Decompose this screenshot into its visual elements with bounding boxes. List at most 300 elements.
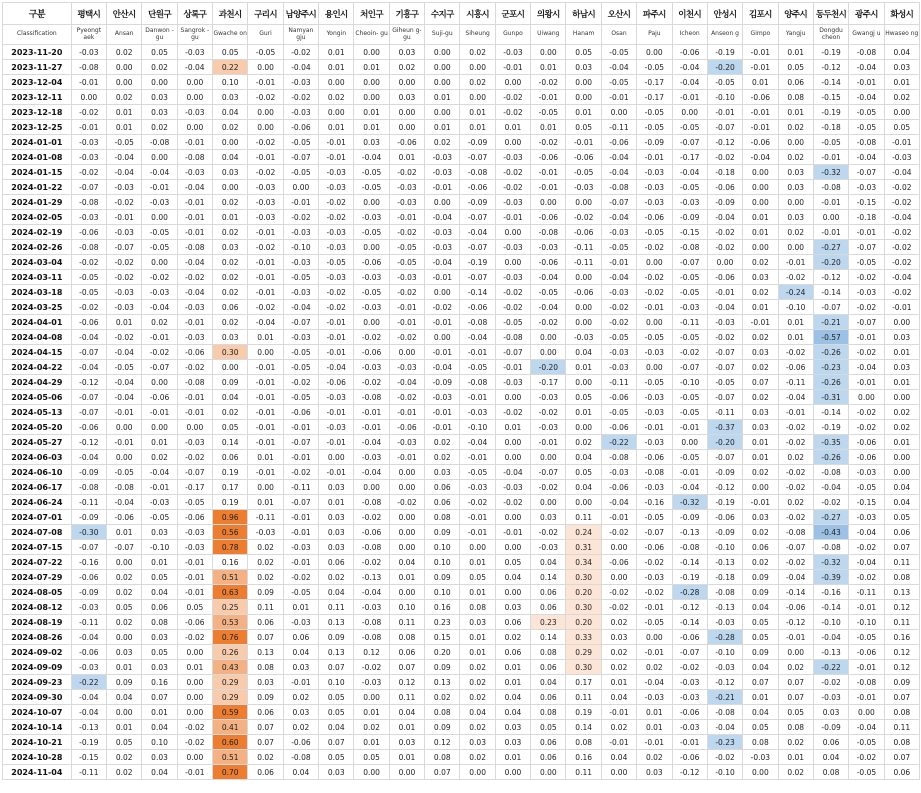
price-change-cell: -0.03: [107, 225, 142, 240]
price-change-cell: 0.02: [213, 120, 248, 135]
price-change-table-container: [2, 2, 920, 780]
price-change-cell: 0.14: [531, 570, 566, 585]
price-change-cell: 0.05: [213, 45, 248, 60]
price-change-cell: -0.03: [425, 165, 460, 180]
price-change-cell: -0.02: [495, 405, 530, 420]
price-change-cell: 0.16: [142, 675, 177, 690]
price-change-cell: 0.00: [213, 135, 248, 150]
price-change-cell: 0.00: [389, 480, 424, 495]
price-change-cell: -0.04: [849, 720, 884, 735]
price-change-cell: -0.05: [707, 75, 742, 90]
price-change-cell: -0.02: [283, 465, 318, 480]
price-change-cell: 0.00: [107, 705, 142, 720]
price-change-cell: -0.03: [71, 135, 106, 150]
price-change-cell: -0.03: [601, 345, 636, 360]
price-change-cell: -0.01: [177, 315, 212, 330]
table-row: [3, 240, 920, 255]
price-change-cell: -0.05: [601, 75, 636, 90]
row-date: 2024-04-08: [3, 330, 72, 345]
price-change-cell: -0.02: [601, 600, 636, 615]
price-change-cell: -0.01: [637, 150, 672, 165]
price-change-cell: -0.03: [637, 195, 672, 210]
row-date: 2024-08-12: [3, 600, 72, 615]
price-change-cell: -0.10: [283, 240, 318, 255]
price-change-cell: -0.17: [177, 480, 212, 495]
price-change-cell: -0.08: [672, 240, 707, 255]
price-change-cell: -0.06: [849, 435, 884, 450]
price-change-cell: 0.00: [743, 165, 778, 180]
price-change-cell: -0.01: [177, 390, 212, 405]
price-change-cell: -0.01: [142, 480, 177, 495]
price-change-cell: -0.01: [248, 285, 283, 300]
price-change-cell: 0.01: [107, 315, 142, 330]
price-change-cell: -0.08: [637, 465, 672, 480]
price-change-cell: -0.11: [707, 405, 742, 420]
price-change-cell: 0.17: [566, 675, 601, 690]
price-change-cell: -0.05: [283, 390, 318, 405]
price-change-cell: 0.00: [177, 705, 212, 720]
row-date: 2023-12-11: [3, 90, 72, 105]
price-change-cell: 0.29: [213, 690, 248, 705]
price-change-cell: -0.03: [71, 600, 106, 615]
price-change-cell: -0.03: [319, 165, 354, 180]
row-date: 2024-04-15: [3, 345, 72, 360]
price-change-cell: -0.01: [813, 225, 848, 240]
price-change-cell: 0.08: [531, 645, 566, 660]
price-change-cell: -0.14: [460, 285, 495, 300]
price-change-cell: 0.01: [177, 660, 212, 675]
price-change-cell: 0.01: [319, 120, 354, 135]
price-change-cell: 0.00: [354, 90, 389, 105]
price-change-cell: -0.08: [813, 180, 848, 195]
price-change-cell: 0.00: [566, 495, 601, 510]
price-change-cell: 0.00: [531, 345, 566, 360]
price-change-cell: 0.04: [389, 555, 424, 570]
price-change-cell: -0.01: [849, 375, 884, 390]
price-change-cell: -0.05: [707, 375, 742, 390]
price-change-cell: -0.06: [637, 450, 672, 465]
price-change-cell: 0.04: [142, 765, 177, 780]
price-change-cell: 0.00: [389, 765, 424, 780]
price-change-cell: 0.00: [389, 75, 424, 90]
price-change-cell: -0.04: [813, 480, 848, 495]
price-change-cell: -0.01: [743, 45, 778, 60]
price-change-cell: -0.01: [849, 75, 884, 90]
price-change-cell: -0.03: [389, 270, 424, 285]
region-header-korean: 의왕시: [531, 3, 566, 25]
row-date: 2024-03-25: [3, 300, 72, 315]
price-change-cell: 0.05: [884, 120, 919, 135]
price-change-cell: -0.03: [495, 195, 530, 210]
price-change-cell: 0.06: [425, 480, 460, 495]
price-change-cell: -0.02: [884, 225, 919, 240]
price-change-cell: -0.02: [495, 105, 530, 120]
price-change-cell: -0.06: [177, 615, 212, 630]
price-change-cell: -0.10: [813, 615, 848, 630]
price-change-cell: -0.08: [177, 240, 212, 255]
price-change-cell: 0.01: [743, 435, 778, 450]
price-change-cell: -0.06: [389, 135, 424, 150]
price-change-cell: -0.02: [248, 135, 283, 150]
price-change-cell: -0.04: [354, 435, 389, 450]
price-change-cell: 0.24: [566, 525, 601, 540]
price-change-cell: 0.00: [107, 630, 142, 645]
price-change-cell: -0.09: [672, 210, 707, 225]
price-change-cell: -0.01: [71, 75, 106, 90]
price-change-cell: 0.03: [495, 600, 530, 615]
table-row: [3, 495, 920, 510]
price-change-cell: 0.00: [389, 465, 424, 480]
price-change-cell: -0.13: [813, 645, 848, 660]
price-change-cell: -0.01: [319, 135, 354, 150]
price-change-cell: -0.24: [778, 285, 813, 300]
row-date: 2024-09-23: [3, 675, 72, 690]
price-change-cell: 0.00: [531, 495, 566, 510]
price-change-cell: -0.06: [389, 420, 424, 435]
price-change-cell: -0.07: [283, 150, 318, 165]
price-change-cell: -0.02: [601, 300, 636, 315]
row-date: 2024-02-05: [3, 210, 72, 225]
price-change-cell: -0.04: [601, 150, 636, 165]
table-row: [3, 165, 920, 180]
price-change-cell: -0.07: [707, 450, 742, 465]
row-date: 2024-03-11: [3, 270, 72, 285]
price-change-cell: -0.01: [849, 330, 884, 345]
price-change-cell: -0.01: [849, 600, 884, 615]
price-change-cell: 0.03: [778, 180, 813, 195]
price-change-cell: -0.02: [531, 480, 566, 495]
price-change-cell: -0.02: [177, 735, 212, 750]
price-change-cell: -0.03: [849, 465, 884, 480]
price-change-cell: -0.05: [849, 105, 884, 120]
price-change-cell: -0.03: [637, 435, 672, 450]
price-change-cell: -0.03: [672, 675, 707, 690]
price-change-cell: -0.01: [601, 90, 636, 105]
price-change-cell: -0.05: [601, 405, 636, 420]
price-change-cell: -0.03: [389, 180, 424, 195]
price-change-cell: -0.02: [71, 300, 106, 315]
row-date: 2024-05-06: [3, 390, 72, 405]
price-change-cell: -0.01: [248, 435, 283, 450]
price-change-cell: -0.01: [849, 660, 884, 675]
price-change-cell: -0.05: [601, 45, 636, 60]
price-change-cell: 0.01: [460, 645, 495, 660]
price-change-cell: 0.00: [601, 765, 636, 780]
price-change-cell: 0.02: [778, 495, 813, 510]
price-change-cell: -0.02: [778, 435, 813, 450]
price-change-cell: -0.19: [813, 105, 848, 120]
price-change-cell: -0.02: [531, 75, 566, 90]
price-change-cell: -0.01: [460, 345, 495, 360]
price-change-cell: -0.23: [813, 360, 848, 375]
price-change-cell: 0.03: [566, 60, 601, 75]
price-change-cell: -0.02: [531, 315, 566, 330]
price-change-cell: -0.19: [813, 45, 848, 60]
region-header-korean: 안산시: [107, 3, 142, 25]
price-change-cell: -0.01: [354, 420, 389, 435]
price-change-cell: -0.02: [601, 585, 636, 600]
price-change-cell: -0.02: [177, 630, 212, 645]
price-change-cell: 0.02: [460, 675, 495, 690]
row-date: 2024-10-28: [3, 750, 72, 765]
price-change-cell: 0.04: [531, 675, 566, 690]
table-row: [3, 255, 920, 270]
table-row: [3, 300, 920, 315]
price-change-cell: 0.02: [319, 90, 354, 105]
price-change-cell: 0.03: [884, 360, 919, 375]
price-change-cell: 0.11: [566, 510, 601, 525]
price-change-cell: 0.00: [495, 765, 530, 780]
region-header-korean: 과천시: [213, 3, 248, 25]
price-change-cell: -0.05: [566, 165, 601, 180]
price-change-cell: -0.01: [177, 210, 212, 225]
price-change-cell: -0.01: [177, 195, 212, 210]
price-change-cell: -0.07: [71, 540, 106, 555]
price-change-cell: -0.02: [849, 300, 884, 315]
price-change-cell: 0.02: [354, 720, 389, 735]
price-change-cell: 0.08: [389, 630, 424, 645]
price-change-cell: -0.01: [743, 315, 778, 330]
price-change-cell: 0.01: [601, 675, 636, 690]
price-change-cell: -0.03: [637, 180, 672, 195]
price-change-cell: 0.09: [425, 525, 460, 540]
price-change-cell: -0.19: [672, 570, 707, 585]
price-change-cell: 0.01: [142, 555, 177, 570]
price-change-cell: 0.08: [460, 600, 495, 615]
price-change-cell: 0.02: [778, 225, 813, 240]
price-change-cell: -0.02: [389, 495, 424, 510]
price-change-cell: -0.15: [813, 90, 848, 105]
price-change-cell: 0.00: [566, 300, 601, 315]
price-change-cell: -0.04: [601, 210, 636, 225]
price-change-cell: 0.01: [354, 120, 389, 135]
price-change-cell: -0.02: [778, 480, 813, 495]
price-change-cell: 0.05: [743, 615, 778, 630]
price-change-cell: -0.04: [601, 165, 636, 180]
price-change-cell: -0.08: [849, 135, 884, 150]
table-row: [3, 285, 920, 300]
price-change-cell: -0.08: [354, 540, 389, 555]
price-change-cell: -0.02: [177, 450, 212, 465]
price-change-cell: 0.02: [248, 570, 283, 585]
price-change-cell: 0.00: [778, 135, 813, 150]
price-change-cell: -0.04: [884, 210, 919, 225]
price-change-cell: -0.03: [177, 45, 212, 60]
price-change-cell: 0.00: [495, 540, 530, 555]
price-change-cell: -0.11: [71, 615, 106, 630]
price-change-cell: -0.03: [177, 165, 212, 180]
row-date: 2024-07-08: [3, 525, 72, 540]
price-change-cell: -0.15: [71, 750, 106, 765]
region-header-korean: 군포시: [495, 3, 530, 25]
price-change-cell: -0.02: [248, 300, 283, 315]
price-change-cell: -0.07: [177, 465, 212, 480]
price-change-cell: -0.08: [71, 480, 106, 495]
price-change-cell: -0.03: [177, 525, 212, 540]
price-change-cell: 0.00: [460, 540, 495, 555]
table-row: [3, 90, 920, 105]
price-change-cell: 0.56: [213, 525, 248, 540]
price-change-cell: -0.09: [460, 135, 495, 150]
price-change-cell: 0.09: [425, 720, 460, 735]
region-header-english: Uiwang: [531, 25, 566, 45]
price-change-cell: -0.02: [637, 270, 672, 285]
price-change-cell: 0.11: [389, 690, 424, 705]
price-change-cell: 0.00: [389, 525, 424, 540]
price-change-cell: -0.03: [142, 285, 177, 300]
price-change-cell: 0.05: [354, 750, 389, 765]
price-change-cell: -0.04: [601, 270, 636, 285]
price-change-cell: -0.02: [566, 210, 601, 225]
price-change-cell: -0.05: [849, 120, 884, 135]
price-change-cell: -0.23: [707, 735, 742, 750]
row-date: 2024-09-09: [3, 660, 72, 675]
price-change-cell: -0.02: [389, 225, 424, 240]
price-change-cell: -0.01: [566, 135, 601, 150]
price-change-cell: -0.03: [283, 540, 318, 555]
price-change-cell: 0.01: [248, 330, 283, 345]
price-change-cell: -0.02: [849, 750, 884, 765]
price-change-cell: 0.05: [460, 570, 495, 585]
price-change-cell: 0.00: [425, 60, 460, 75]
price-change-cell: -0.04: [849, 525, 884, 540]
price-change-cell: 0.07: [778, 690, 813, 705]
price-change-cell: 0.51: [213, 570, 248, 585]
price-change-cell: -0.01: [743, 60, 778, 75]
price-change-cell: 0.53: [213, 615, 248, 630]
price-change-cell: -0.05: [107, 465, 142, 480]
table-row: [3, 210, 920, 225]
price-change-cell: -0.05: [283, 270, 318, 285]
price-change-cell: 0.10: [142, 735, 177, 750]
price-change-cell: -0.06: [743, 135, 778, 150]
price-change-cell: 0.04: [743, 705, 778, 720]
price-change-cell: -0.04: [71, 705, 106, 720]
price-change-cell: -0.02: [177, 720, 212, 735]
price-change-cell: -0.03: [849, 180, 884, 195]
row-date: 2024-10-21: [3, 735, 72, 750]
price-change-cell: -0.05: [354, 165, 389, 180]
price-change-cell: 0.02: [213, 270, 248, 285]
price-change-cell: -0.02: [354, 510, 389, 525]
price-change-cell: -0.04: [707, 300, 742, 315]
price-change-cell: -0.05: [531, 285, 566, 300]
price-change-cell: 0.03: [213, 240, 248, 255]
price-change-cell: 0.03: [319, 765, 354, 780]
price-change-cell: -0.01: [177, 570, 212, 585]
region-header-korean: 시흥시: [460, 3, 495, 25]
price-change-cell: 0.01: [283, 600, 318, 615]
price-change-cell: 0.04: [283, 765, 318, 780]
price-change-cell: -0.02: [637, 555, 672, 570]
price-change-cell: -0.03: [177, 540, 212, 555]
table-row: [3, 120, 920, 135]
price-change-cell: -0.05: [849, 630, 884, 645]
price-change-cell: 0.00: [425, 330, 460, 345]
price-change-cell: -0.08: [354, 390, 389, 405]
price-change-cell: -0.04: [849, 150, 884, 165]
price-change-cell: 0.04: [743, 660, 778, 675]
price-change-cell: 0.02: [743, 330, 778, 345]
region-header-english: Cheoin- gu: [354, 25, 389, 45]
price-change-cell: 0.00: [389, 585, 424, 600]
price-change-cell: 0.06: [389, 645, 424, 660]
row-date: 2024-07-29: [3, 570, 72, 585]
price-change-cell: -0.02: [71, 165, 106, 180]
price-change-cell: -0.03: [248, 180, 283, 195]
region-header-korean: 구리시: [248, 3, 283, 25]
price-change-cell: -0.04: [672, 75, 707, 90]
price-change-cell: -0.03: [177, 435, 212, 450]
price-change-cell: 0.00: [389, 345, 424, 360]
price-change-cell: 0.00: [142, 150, 177, 165]
price-change-cell: -0.04: [778, 390, 813, 405]
price-change-cell: 0.03: [743, 405, 778, 420]
price-change-cell: -0.13: [354, 570, 389, 585]
price-change-cell: -0.02: [283, 90, 318, 105]
price-change-cell: -0.28: [672, 585, 707, 600]
price-change-cell: -0.05: [531, 105, 566, 120]
price-change-cell: -0.37: [707, 420, 742, 435]
price-change-cell: 0.09: [743, 645, 778, 660]
price-change-cell: 0.20: [425, 645, 460, 660]
price-change-cell: -0.01: [283, 420, 318, 435]
price-change-cell: 0.03: [283, 660, 318, 675]
table-row: [3, 510, 920, 525]
price-change-cell: 0.02: [213, 195, 248, 210]
row-date: 2024-08-05: [3, 585, 72, 600]
price-change-cell: -0.06: [142, 390, 177, 405]
price-change-cell: -0.04: [142, 465, 177, 480]
price-change-cell: 0.05: [107, 600, 142, 615]
price-change-cell: -0.03: [637, 480, 672, 495]
price-change-cell: 0.01: [142, 435, 177, 450]
price-change-cell: -0.08: [707, 705, 742, 720]
price-change-cell: -0.08: [531, 225, 566, 240]
price-change-cell: 0.06: [319, 555, 354, 570]
price-change-cell: -0.10: [707, 540, 742, 555]
price-change-cell: -0.06: [460, 300, 495, 315]
price-change-cell: -0.11: [71, 495, 106, 510]
price-change-cell: 0.02: [566, 435, 601, 450]
price-change-cell: 0.03: [495, 735, 530, 750]
price-change-cell: -0.03: [425, 225, 460, 240]
price-change-cell: 0.02: [743, 285, 778, 300]
price-change-cell: -0.03: [707, 615, 742, 630]
price-change-cell: -0.04: [177, 285, 212, 300]
price-change-cell: -0.35: [813, 435, 848, 450]
price-change-cell: -0.02: [495, 90, 530, 105]
price-change-cell: 0.02: [107, 615, 142, 630]
price-change-cell: -0.09: [71, 585, 106, 600]
region-header-english: Gimpo: [743, 25, 778, 45]
price-change-cell: 0.11: [884, 555, 919, 570]
price-change-cell: 0.00: [425, 75, 460, 90]
price-change-cell: -0.11: [566, 255, 601, 270]
price-change-cell: 0.00: [566, 270, 601, 285]
price-change-cell: -0.06: [849, 450, 884, 465]
price-change-cell: 0.05: [142, 570, 177, 585]
price-change-cell: -0.09: [71, 465, 106, 480]
price-change-cell: -0.12: [813, 270, 848, 285]
price-change-cell: -0.14: [813, 75, 848, 90]
table-row: [3, 570, 920, 585]
price-change-cell: 0.01: [495, 660, 530, 675]
price-change-cell: 0.00: [495, 135, 530, 150]
price-change-cell: -0.04: [283, 300, 318, 315]
price-change-cell: 0.06: [884, 765, 919, 780]
price-change-cell: -0.04: [813, 630, 848, 645]
